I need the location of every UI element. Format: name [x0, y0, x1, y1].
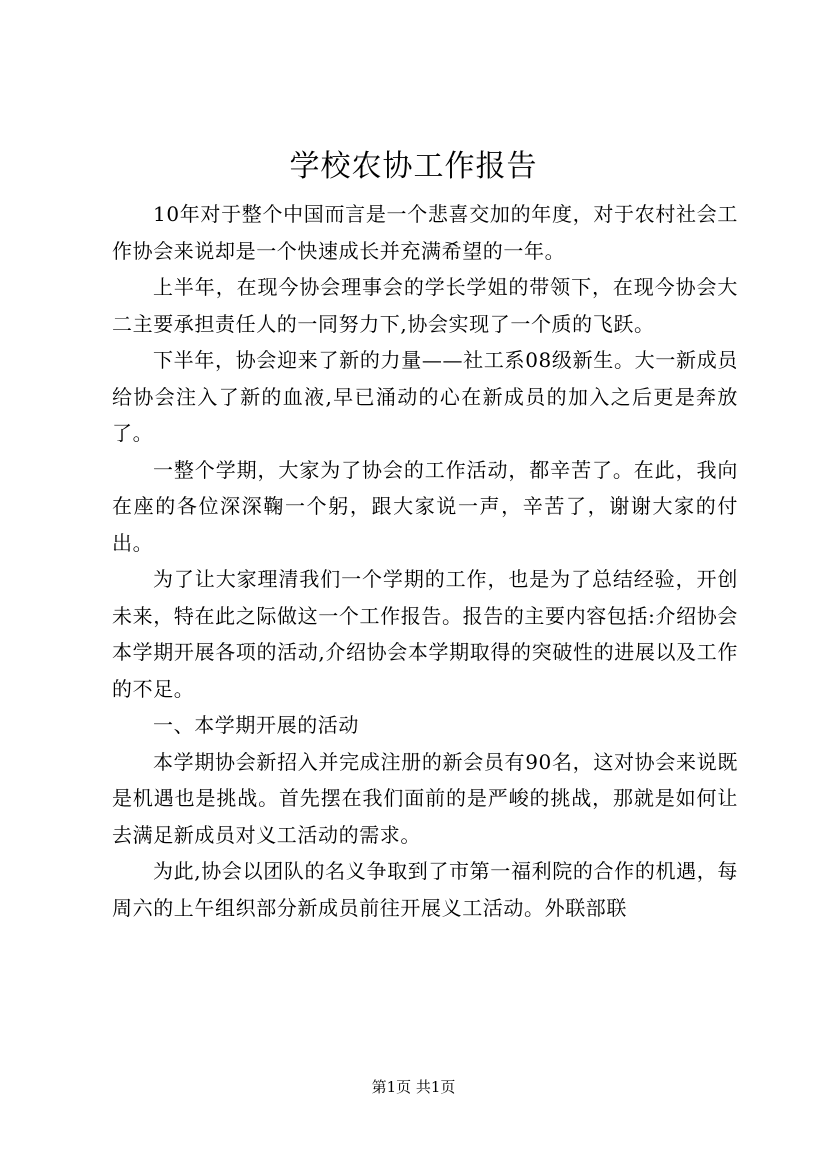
document-title: 学校农协工作报告 — [289, 149, 538, 184]
paragraph-5: 为了让大家理清我们一个学期的工作，也是为了总结经验，开创未来，特在此之际做这一个工作报告。报告的主要内容包括:介绍协会本学期开展各项的活动,介绍协会本学期取得的突破性的进展以及工作的不足。 — [112, 567, 738, 701]
page-footer: 第1页 共1页 — [371, 1078, 456, 1096]
paragraph-7: 为此,协会以团队的名义争取到了市第一福利院的合作的机遇，每周六的上午组织部分新成员前往开展义工活动。外联部联 — [112, 859, 738, 920]
section-heading-1: 一、本学期开展的活动 — [153, 713, 359, 737]
document-body — [112, 196, 738, 926]
paragraph-1: 10年对于整个中国而言是一个悲喜交加的年度，对于农村社会工作协会来说却是一个快速成长并充满希望的一年。 — [112, 202, 738, 263]
paragraph-2: 上半年，在现今协会理事会的学长学姐的带领下，在现今协会大二主要承担责任人的一同努力下,协会实现了一个质的飞跃。 — [112, 275, 738, 336]
paragraph-4: 一整个学期，大家为了协会的工作活动，都辛苦了。在此，我向在座的各位深深鞠一个躬，跟大家说一声，辛苦了，谢谢大家的付出。 — [112, 457, 738, 555]
paragraph-3: 下半年，协会迎来了新的力量——社工系08级新生。大一新成员给协会注入了新的血液,早已涌动的心在新成员的加入之后更是奔放了。 — [112, 348, 738, 445]
paragraph-6: 本学期协会新招入并完成注册的新会员有90名，这对协会来说既是机遇也是挑战。首先摆在我们面前的是严峻的挑战，那就是如何让去满足新成员对义工活动的需求。 — [112, 749, 738, 847]
